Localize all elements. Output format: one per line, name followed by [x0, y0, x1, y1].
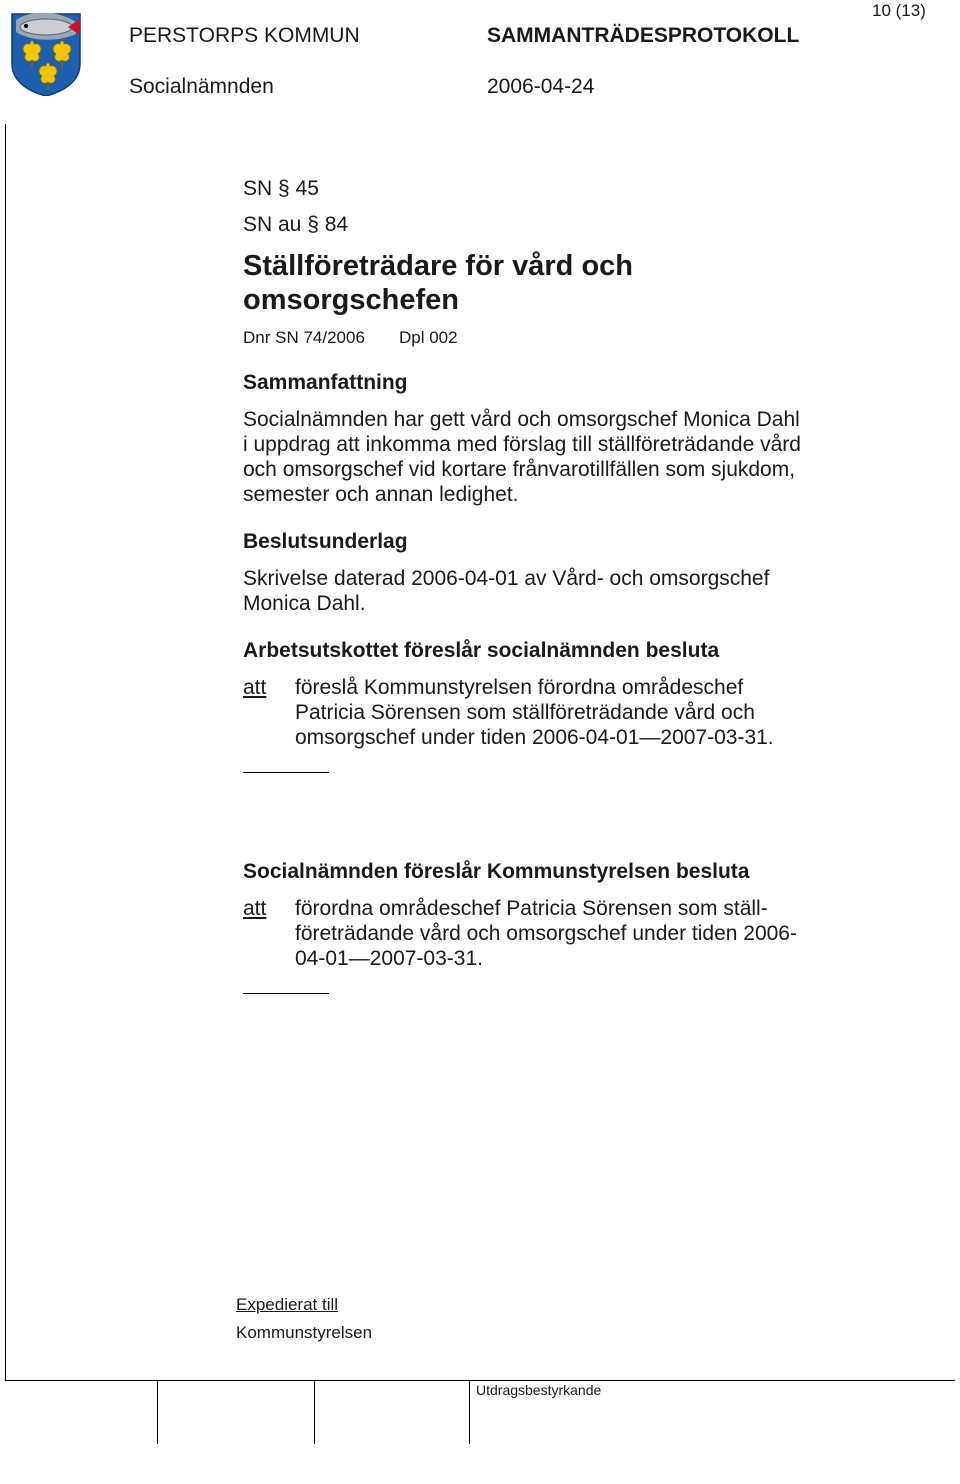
title-line-2: omsorgschefen: [243, 284, 459, 316]
diary-number: Dnr SN 74/2006: [243, 328, 365, 347]
organization-name: PERSTORPS KOMMUN: [129, 24, 360, 47]
sn-att-marker: att: [243, 897, 267, 920]
summary-line: semester och annan ledighet.: [243, 483, 519, 506]
committee-name: Socialnämnden: [129, 75, 274, 98]
summary-line: och omsorgschef vid kortare frånvarotillfällen som sjukdom,: [243, 458, 796, 481]
basis-line: Monica Dahl.: [243, 592, 366, 615]
au-proposal-line: Patricia Sörensen som ställföreträdande vård och: [295, 701, 755, 724]
section-title: [243, 249, 843, 317]
signature-cell-divider: [314, 1380, 315, 1444]
au-proposal-line: omsorgschef under tiden 2006-04-01—2007-03-31.: [295, 726, 774, 749]
margin-line: [5, 124, 6, 1380]
summary-heading: Sammanfattning: [243, 371, 408, 394]
summary-text: [243, 407, 863, 507]
section-number: SN § 45: [243, 177, 319, 200]
au-section-number: SN au § 84: [243, 213, 349, 236]
coat-of-arms-logo: [10, 12, 82, 96]
sent-to-label: Expedierat till: [236, 1295, 339, 1314]
au-proposal-heading: Arbetsutskottet föreslår socialnämnden besluta: [243, 639, 720, 662]
au-proposal-line: föreslå Kommunstyrelsen förordna områdeschef: [295, 676, 744, 699]
basis-line: Skrivelse daterad 2006-04-01 av Vård- och omsorgschef: [243, 567, 770, 590]
summary-line: i uppdrag att inkomma med förslag till ställföreträdande vård: [243, 433, 801, 456]
section-rule: [243, 772, 329, 773]
document-type: SAMMANTRÄDESPROTOKOLL: [487, 24, 800, 47]
sent-to-recipient: Kommunstyrelsen: [236, 1323, 373, 1342]
signature-cell-divider: [157, 1380, 158, 1444]
title-line-1: Ställföreträdare för vård och: [243, 250, 633, 282]
au-att-marker: att: [243, 676, 267, 699]
summary-line: Socialnämnden har gett vård och omsorgschef Monica Dahl: [243, 408, 800, 431]
extract-certification-label: Utdragsbestyrkande: [476, 1382, 602, 1398]
basis-heading: Beslutsunderlag: [243, 530, 408, 553]
page-number: 10 (13): [872, 1, 926, 20]
footer-rule: [5, 1380, 955, 1381]
signature-cell-divider: [469, 1380, 470, 1444]
dpl-number: Dpl 002: [399, 328, 458, 347]
au-proposal-text: [295, 675, 875, 750]
sn-proposal-line: 04-01—2007-03-31.: [295, 947, 483, 970]
meeting-date: 2006-04-24: [487, 75, 595, 98]
section-rule: [243, 993, 329, 994]
sn-proposal-line: förordna områdeschef Patricia Sörensen som ställ-: [295, 897, 768, 920]
basis-text: [243, 566, 863, 616]
sn-proposal-line: företrädande vård och omsorgschef under tiden 2006-: [295, 922, 797, 945]
sn-proposal-heading: Socialnämnden föreslår Kommunstyrelsen besluta: [243, 860, 750, 883]
sn-proposal-text: [295, 896, 875, 971]
